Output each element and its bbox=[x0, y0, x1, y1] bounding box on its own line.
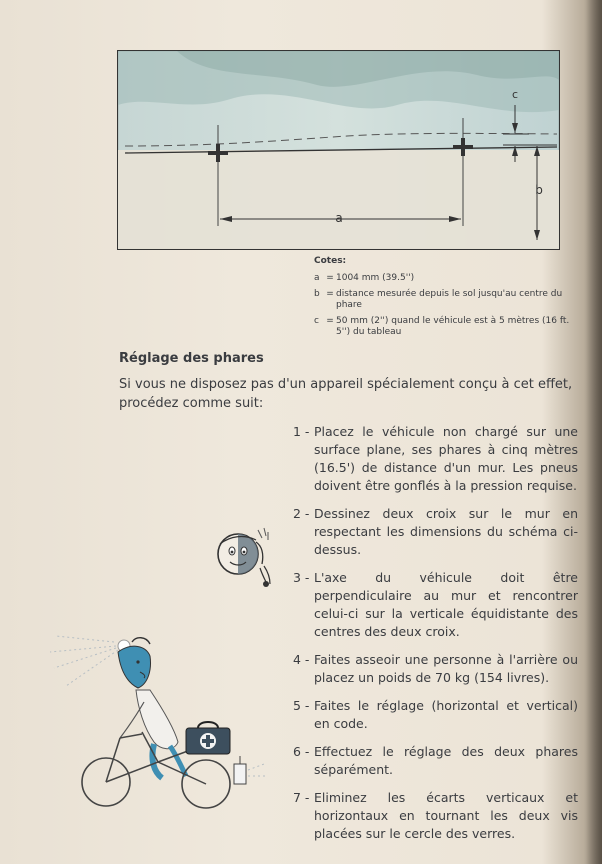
step-text: Faites asseoir une personne à l'arrière ou placez un poids de 70 kg (154 livres). bbox=[314, 652, 578, 685]
step-text: Faites le réglage (horizontal et vertical) en code. bbox=[314, 698, 578, 731]
legend-equals: = bbox=[326, 273, 334, 283]
step-text: Effectuez le réglage des deux phares séparément. bbox=[314, 744, 578, 777]
legend-row bbox=[314, 273, 576, 284]
legend-text: 50 mm (2'') quand le véhicule est à 5 mètres (16 ft. 5'') du tableau bbox=[336, 316, 570, 337]
legend-text: 1004 mm (39.5'') bbox=[336, 273, 415, 283]
procedure-steps bbox=[293, 423, 578, 853]
step-item bbox=[293, 651, 578, 687]
lantern bbox=[234, 756, 268, 784]
medical-bag bbox=[186, 722, 230, 754]
step-number: 3 - bbox=[293, 570, 310, 585]
section-heading: Réglage des phares bbox=[119, 351, 264, 366]
step-text: Dessinez deux croix sur le mur en respectant les dimensions du schéma ci-dessus. bbox=[314, 506, 578, 557]
label-b: b bbox=[535, 183, 543, 197]
step-number: 7 - bbox=[293, 790, 310, 805]
legend-text: distance mesurée depuis le sol jusqu'au centre du phare bbox=[336, 289, 563, 310]
dimensions-legend bbox=[314, 256, 576, 343]
page-edge-shadow bbox=[586, 0, 602, 864]
legend-key: c bbox=[314, 316, 319, 326]
legend-key: b bbox=[314, 289, 320, 299]
legend-row bbox=[314, 316, 576, 338]
step-number: 5 - bbox=[293, 698, 310, 713]
step-text: Eliminez les écarts verticaux et horizontaux en tournant les deux vis placées sur le cercle des verres. bbox=[314, 790, 578, 841]
headlamp-face-illustration bbox=[210, 518, 276, 592]
legend-row bbox=[314, 289, 576, 311]
step-item bbox=[293, 505, 578, 559]
step-item bbox=[293, 743, 578, 779]
step-text: L'axe du véhicule doit être perpendiculaire au mur et rencontrer celui-ci sur la verticale équidistante des centres des deux croix. bbox=[314, 570, 578, 639]
step-number: 2 - bbox=[293, 506, 310, 521]
intro-paragraph: Si vous ne disposez pas d'un appareil spécialement conçu à cet effet, procédez comme suit: bbox=[119, 377, 573, 411]
step-item bbox=[293, 697, 578, 733]
legend-equals: = bbox=[326, 289, 334, 299]
headlight-diagram bbox=[117, 50, 560, 250]
step-item bbox=[293, 569, 578, 641]
cyclist-illustration bbox=[46, 612, 276, 812]
step-number: 1 - bbox=[293, 424, 310, 439]
legend-key: a bbox=[314, 273, 320, 283]
step-number: 4 - bbox=[293, 652, 310, 667]
legend-title: Cotes: bbox=[314, 256, 347, 266]
legend-equals: = bbox=[326, 316, 334, 326]
label-c: c bbox=[511, 88, 519, 101]
step-number: 6 - bbox=[293, 744, 310, 759]
step-item bbox=[293, 423, 578, 495]
step-item bbox=[293, 789, 578, 843]
step-text: Placez le véhicule non chargé sur une surface plane, ses phares à cinq mètres (16.5') de distance d'un mur. Les pneus doivent être gonflés à la pression requise. bbox=[314, 424, 578, 493]
label-a: a bbox=[335, 211, 343, 225]
